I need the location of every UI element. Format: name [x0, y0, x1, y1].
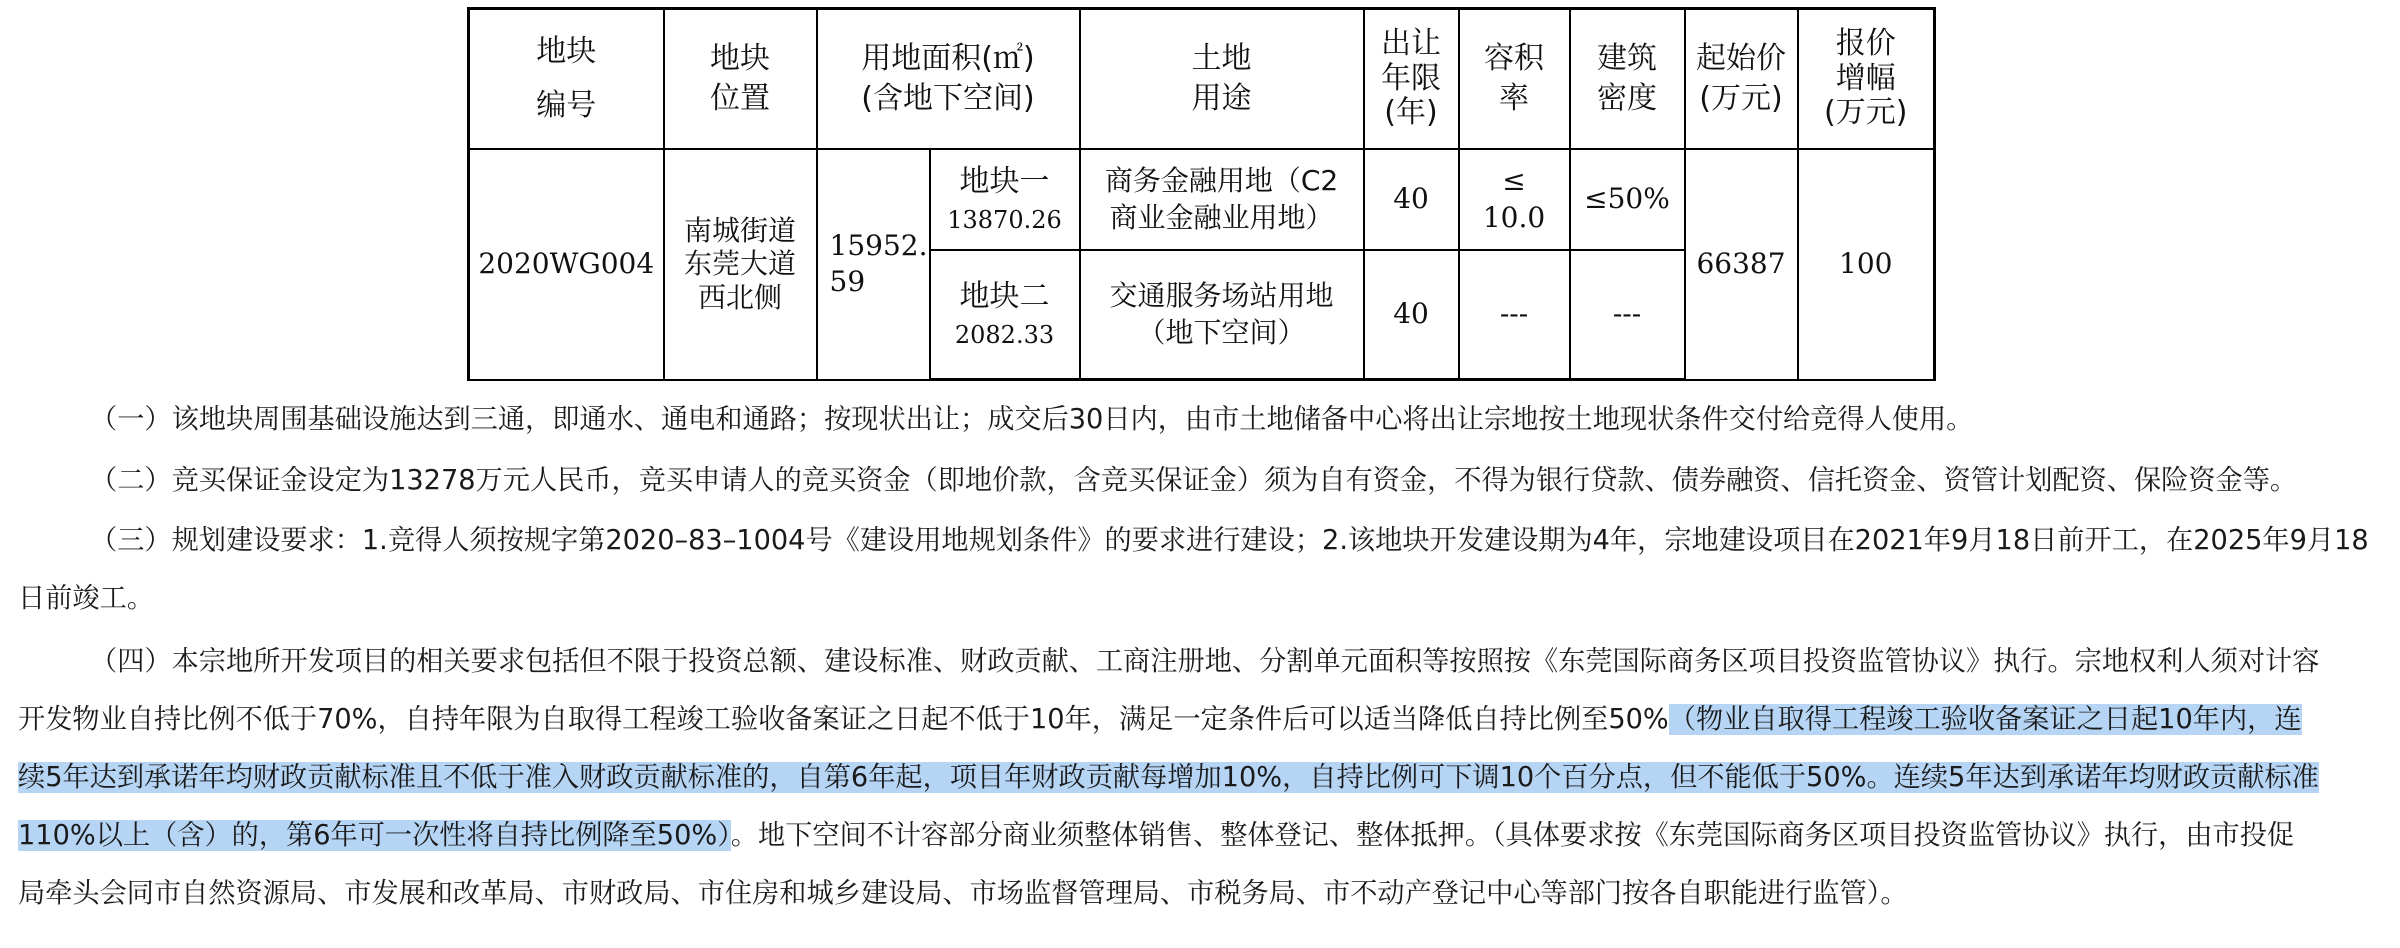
cell-location: 南城街道 东莞大道 西北侧 [664, 149, 817, 380]
highlighted-text: 续5年达到承诺年均财政贡献标准且不低于准入财政贡献标准的，自第6年起，项目年财政贡献每增加10%，自持比例可下调10个百分点，但不能低于50%。连续5年达到承诺年均财政贡献标准 [18, 762, 2319, 793]
paragraph-3: （三）规划建设要求：1.竞得人须按规字第2020–83–1004号《建设用地规划条件》的要求进行建设；2.该地块开发建设期为4年，宗地建设项目在2021年9月18日前开工，在2025年9月18 日前竣工。 [18, 525, 2369, 614]
cell-sub1-density: ≤50% [1570, 149, 1685, 251]
highlighted-text: （物业自取得工程竣工验收备案证之日起10年内，连 [1668, 704, 2302, 735]
cell-plot-no: 2020WG004 [469, 149, 664, 380]
paragraph-4: （四）本宗地所开发项目的相关要求包括但不限于投资总额、建设标准、财政贡献、工商注册地、分割单元面积等按照按《东莞国际商务区项目投资监管协议》执行。宗地权利人须对计容 开发物业自持比例不低于70%，自持年限为自取得工程竣工验收备案证之日起不低于10年，满足一定条件后可以适当降低自持比例至50%（物业自取得工程竣工验收备案证之日起10年内，连 续5年达到承诺年均财政贡献标准且不低于准入财政贡献标准的，自第6年起，项目年财政贡献每增加10%，自持比例可下调10个百分点，但不能低于50%。连续5年达到承诺年均财政贡献标准 110%以上（含）的，第6年可一次性将自持比例降至50%）。地下空间不计容部分商业须整体销售、整体登记、整体抵押。（具体要求按《东莞国际商务区项目投资监管协议》执行，由市投促 局牵头会同市自然资源局、市发展和改革局、市财政局、市住房和城乡建设局、市场监督管理局、市税务局、市不动产登记中心等部门按各自职能进行监管）。 [18, 646, 2320, 909]
header-location: 地块 位置 [664, 9, 817, 149]
cell-sub1-far: ≤ 10.0 [1459, 149, 1570, 251]
cell-sub2-area: 地块二 2082.33 [930, 250, 1080, 379]
header-use: 土地 用途 [1080, 9, 1364, 149]
cell-sub2-far: --- [1459, 250, 1570, 379]
header-far: 容积 率 [1459, 9, 1570, 149]
cell-total-area: 15952. 59 [817, 149, 930, 380]
header-density: 建筑 密度 [1570, 9, 1685, 149]
header-increment: 报价 增幅 (万元) [1798, 9, 1935, 149]
paragraph-1: （一）该地块周围基础设施达到三通，即通水、通电和通路；按现状出让；成交后30日内，由市土地储备中心将出让宗地按土地现状条件交付给竞得人使用。 [90, 404, 1974, 435]
cell-sub2-density: --- [1570, 250, 1685, 379]
header-start-price: 起始价 (万元) [1685, 9, 1798, 149]
header-plot-no: 地块 编号 [469, 9, 664, 149]
table-row [469, 149, 1935, 251]
header-area: 用地面积(㎡) (含地下空间) [817, 9, 1080, 149]
highlighted-text: 110%以上（含）的，第6年可一次性将自持比例降至50%） [18, 820, 731, 851]
cell-start-price: 66387 [1685, 149, 1798, 380]
cell-sub1-term: 40 [1364, 149, 1459, 251]
cell-sub1-area: 地块一 13870.26 [930, 149, 1080, 251]
land-parcel-table [467, 7, 1936, 381]
cell-sub1-use: 商务金融用地（C2 商业金融业用地） [1080, 149, 1364, 251]
header-term: 出让 年限 (年) [1364, 9, 1459, 149]
cell-increment: 100 [1798, 149, 1935, 380]
paragraph-2: （二）竞买保证金设定为13278万元人民币，竞买申请人的竞买资金（即地价款，含竞买保证金）须为自有资金，不得为银行贷款、债券融资、信托资金、资管计划配资、保险资金等。 [90, 465, 2298, 496]
cell-sub2-use: 交通服务场站用地 （地下空间） [1080, 250, 1364, 379]
cell-sub2-term: 40 [1364, 250, 1459, 379]
table-header-row [469, 9, 1935, 149]
